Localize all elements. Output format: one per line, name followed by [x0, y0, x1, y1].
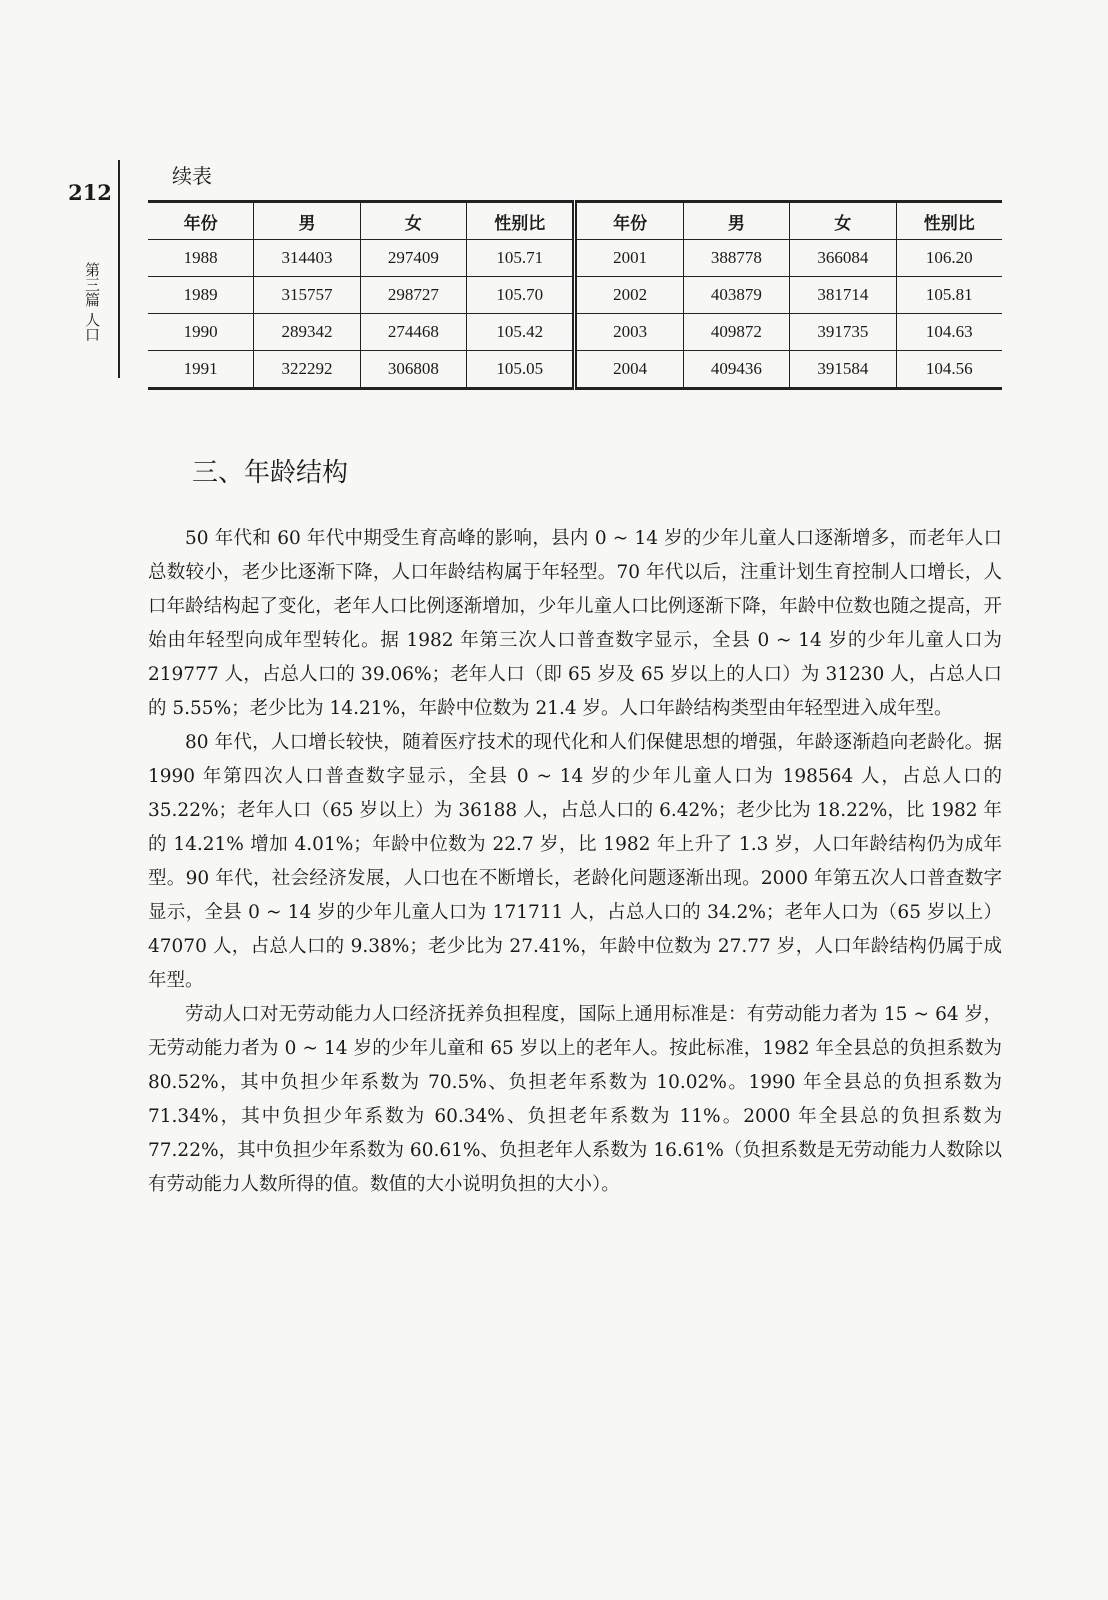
table-cell: 297409 [360, 240, 466, 277]
table-cell: 298727 [360, 277, 466, 314]
section-heading: 三、年龄结构 [192, 458, 349, 488]
paragraph: 劳动人口对无劳动能力人口经济抚养负担程度，国际上通用标准是：有劳动能力者为 15 ~ 64 岁，无劳动能力者为 0 ~ 14 岁的少年儿童和 65 岁以上的老年人。按此标准，1982 年全县总的负担系数为 80.52%，其中负担少年系数为 70.5%、负担老年系数为 10.02%。1990 年全县总的负担系数为 71.34%，其中负担少年系数为 60.34%、负担老年系数为 11%。2000 年全县总的负担系数为 77.22%，其中负担少年系数为 60.61%、负担老年人系数为 16.61%（负担系数是无劳动能力人数除以有劳动能力人数所得的值。数值的大小说明负担的大小）。 [148, 1004, 1002, 1195]
table-cell: 105.70 [467, 277, 575, 314]
paragraph: 50 年代和 60 年代中期受生育高峰的影响，县内 0 ~ 14 岁的少年儿童人口逐渐增多，而老年人口总数较小，老少比逐渐下降，人口年龄结构属于年轻型。70 年代以后，注重计划生育控制人口增长，人口年龄结构起了变化，老年人口比例逐渐增加，少年儿童人口比例逐渐下降，年龄中位数也随之提高，开始由年轻型向成年型转化。据 1982 年第三次人口普查数字显示，全县 0 ~ 14 岁的少年儿童人口为 219777 人，占总人口的 39.06%；老年人口（即 65 岁及 65 岁以上的人口）为 31230 人，占总人口的 5.55%；老少比为 14.21%，年龄中位数为 21.4 岁。人口年龄结构类型由年轻型进入成年型。 [148, 528, 1002, 719]
table-cell: 314403 [254, 240, 360, 277]
table-cell: 105.05 [467, 351, 575, 389]
table-cell: 322292 [254, 351, 360, 389]
paragraph: 80 年代，人口增长较快，随着医疗技术的现代化和人们保健思想的增强，年龄逐渐趋向老龄化。据 1990 年第四次人口普查数字显示，全县 0 ~ 14 岁的少年儿童人口为 198564 人，占总人口的 35.22%；老年人口（65 岁以上）为 36188 人，占总人口的 6.42%；老少比为 18.22%，比 1982 年的 14.21% 增加 4.01%；年龄中位数为 22.7 岁，比 1982 年上升了 1.3 岁，人口年龄结构仍为成年型。90 年代，社会经济发展，人口也在不断增长，老龄化问题逐渐出现。2000 年第五次人口普查数字显示，全县 0 ~ 14 岁的少年儿童人口为 171711 人，占总人口的 34.2%；老年人口为（65 岁以上）47070 人，占总人口的 9.38%；老少比为 27.41%，年龄中位数为 27.77 岁，人口年龄结构仍属于成年型。 [148, 732, 1002, 991]
table-row [148, 240, 1002, 277]
table-cell: 391584 [790, 351, 896, 389]
margin-divider [118, 160, 120, 378]
header-male: 男 [254, 202, 360, 240]
table-cell: 403879 [683, 277, 789, 314]
body-text [148, 522, 1002, 1202]
table-cell: 104.63 [896, 314, 1002, 351]
table-cell: 274468 [360, 314, 466, 351]
header-male: 男 [683, 202, 789, 240]
table-cell: 104.56 [896, 351, 1002, 389]
table-cell: 409872 [683, 314, 789, 351]
table-cell: 289342 [254, 314, 360, 351]
table-row [148, 314, 1002, 351]
header-female: 女 [790, 202, 896, 240]
table-cell: 2003 [575, 314, 683, 351]
chapter-label: 第三篇 人口 [83, 262, 101, 342]
table-cell: 2004 [575, 351, 683, 389]
header-sex-ratio: 性别比 [467, 202, 575, 240]
table-cell: 2001 [575, 240, 683, 277]
table-cell: 1990 [148, 314, 254, 351]
table-cell: 105.42 [467, 314, 575, 351]
header-year: 年份 [148, 202, 254, 240]
table-cell: 366084 [790, 240, 896, 277]
page-number: 212 [68, 180, 112, 205]
table-cell: 315757 [254, 277, 360, 314]
table-row [148, 351, 1002, 389]
table-caption: 续表 [172, 164, 212, 188]
table-cell: 1988 [148, 240, 254, 277]
table-header-row [148, 202, 1002, 240]
table-row [148, 277, 1002, 314]
table-cell: 306808 [360, 351, 466, 389]
table-cell: 1991 [148, 351, 254, 389]
header-year: 年份 [575, 202, 683, 240]
table-cell: 409436 [683, 351, 789, 389]
table-cell: 391735 [790, 314, 896, 351]
table-cell: 1989 [148, 277, 254, 314]
table-cell: 105.71 [467, 240, 575, 277]
header-female: 女 [360, 202, 466, 240]
sex-ratio-table [148, 200, 1002, 390]
table-cell: 388778 [683, 240, 789, 277]
table-cell: 105.81 [896, 277, 1002, 314]
table-cell: 381714 [790, 277, 896, 314]
table-cell: 106.20 [896, 240, 1002, 277]
table-cell: 2002 [575, 277, 683, 314]
header-sex-ratio: 性别比 [896, 202, 1002, 240]
